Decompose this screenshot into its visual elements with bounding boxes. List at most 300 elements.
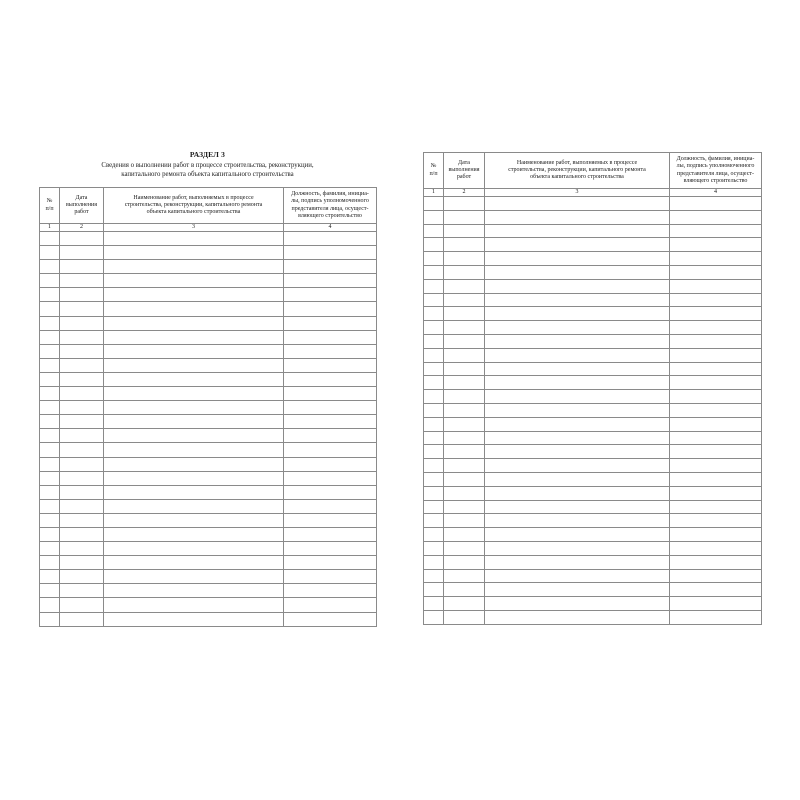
empty-cell <box>444 417 485 431</box>
empty-cell <box>40 485 60 499</box>
empty-cell <box>104 302 284 316</box>
empty-cell <box>670 459 762 473</box>
empty-cell <box>424 224 444 238</box>
empty-cell <box>104 232 284 246</box>
empty-cell <box>40 330 60 344</box>
empty-cell <box>40 260 60 274</box>
empty-cell <box>444 321 485 335</box>
col-header-date <box>60 188 104 224</box>
empty-cell <box>40 316 60 330</box>
empty-cell <box>424 348 444 362</box>
empty-cell <box>284 358 377 372</box>
page-subtitle-line: капитального ремонта объекта капитального строительства <box>121 171 294 179</box>
empty-cell <box>104 316 284 330</box>
empty-cell <box>444 431 485 445</box>
empty-cell <box>485 459 670 473</box>
empty-cell <box>485 610 670 624</box>
empty-cell <box>424 362 444 376</box>
table-row <box>424 431 762 445</box>
empty-cell <box>284 387 377 401</box>
table-row <box>40 330 377 344</box>
empty-cell <box>284 499 377 513</box>
empty-cell <box>284 471 377 485</box>
empty-cell <box>670 265 762 279</box>
empty-cell <box>104 358 284 372</box>
empty-cell <box>60 556 104 570</box>
empty-cell <box>670 252 762 266</box>
empty-cell <box>60 372 104 386</box>
empty-cell <box>60 401 104 415</box>
table-row <box>40 274 377 288</box>
empty-cell <box>284 288 377 302</box>
empty-cell <box>670 583 762 597</box>
header-line: п/п <box>45 205 54 212</box>
header-line: Должность, фамилия, инициа- <box>676 155 755 162</box>
column-number: 2 <box>60 224 104 232</box>
empty-cell <box>40 499 60 513</box>
table-row <box>40 584 377 598</box>
empty-cell <box>284 232 377 246</box>
empty-cell <box>670 514 762 528</box>
empty-cell <box>60 316 104 330</box>
empty-cell <box>670 569 762 583</box>
header-line: вляющего строительство <box>683 177 748 184</box>
header-line: лы, подпись уполномоченного <box>291 198 369 205</box>
empty-cell <box>444 376 485 390</box>
empty-cell <box>424 486 444 500</box>
empty-cell <box>444 500 485 514</box>
empty-cell <box>40 344 60 358</box>
empty-cell <box>485 279 670 293</box>
table-row <box>424 597 762 611</box>
table-row <box>40 457 377 471</box>
empty-cell <box>485 348 670 362</box>
empty-cell <box>670 472 762 486</box>
empty-cell <box>444 348 485 362</box>
table-row <box>424 321 762 335</box>
table-header-row <box>424 153 762 189</box>
empty-cell <box>424 334 444 348</box>
empty-cell <box>424 390 444 404</box>
table-row <box>424 569 762 583</box>
empty-cell <box>40 429 60 443</box>
table-row <box>40 344 377 358</box>
empty-cell <box>284 542 377 556</box>
empty-cell <box>424 610 444 624</box>
empty-cell <box>104 330 284 344</box>
empty-cell <box>670 238 762 252</box>
table-row <box>40 246 377 260</box>
empty-cell <box>424 403 444 417</box>
empty-cell <box>670 197 762 211</box>
empty-cell <box>424 597 444 611</box>
table-row <box>40 598 377 612</box>
empty-cell <box>424 500 444 514</box>
empty-cell <box>40 457 60 471</box>
table-row <box>40 372 377 386</box>
table-row <box>40 570 377 584</box>
table-body <box>424 197 762 625</box>
empty-cell <box>60 246 104 260</box>
header-line: объекта капитального строительства <box>146 209 241 216</box>
header-line: выполнения <box>448 166 480 173</box>
empty-cell <box>60 457 104 471</box>
header-line: № <box>46 198 53 205</box>
empty-cell <box>284 570 377 584</box>
empty-cell <box>104 556 284 570</box>
header-line: представителя лица, осущест- <box>291 205 369 212</box>
empty-cell <box>104 246 284 260</box>
empty-cell <box>104 527 284 541</box>
empty-cell <box>284 612 377 626</box>
header-line: № <box>430 163 437 170</box>
header-line: вляющего строительство <box>298 212 362 219</box>
empty-cell <box>670 362 762 376</box>
empty-cell <box>444 307 485 321</box>
empty-cell <box>424 514 444 528</box>
empty-cell <box>40 302 60 316</box>
page-subtitle-line: Сведения о выполнении работ в процессе строительства, реконструкции, <box>101 162 314 169</box>
empty-cell <box>104 598 284 612</box>
empty-cell <box>104 288 284 302</box>
empty-cell <box>485 334 670 348</box>
empty-cell <box>104 485 284 499</box>
column-number: 3 <box>485 189 670 197</box>
table-row <box>424 252 762 266</box>
empty-cell <box>40 387 60 401</box>
table-row <box>40 612 377 626</box>
empty-cell <box>40 471 60 485</box>
empty-cell <box>104 260 284 274</box>
empty-cell <box>40 415 60 429</box>
empty-cell <box>284 598 377 612</box>
empty-cell <box>60 443 104 457</box>
empty-cell <box>40 288 60 302</box>
empty-cell <box>444 390 485 404</box>
empty-cell <box>444 403 485 417</box>
empty-cell <box>485 514 670 528</box>
empty-cell <box>284 556 377 570</box>
empty-cell <box>670 307 762 321</box>
table-header-row <box>40 188 377 224</box>
empty-cell <box>284 584 377 598</box>
column-numbers-row <box>424 189 762 197</box>
header-line: представителя лица, осущест- <box>677 170 754 177</box>
table-row <box>424 348 762 362</box>
empty-cell <box>40 274 60 288</box>
empty-cell <box>670 555 762 569</box>
empty-cell <box>670 390 762 404</box>
empty-cell <box>284 415 377 429</box>
empty-cell <box>424 445 444 459</box>
table-row <box>40 443 377 457</box>
empty-cell <box>284 260 377 274</box>
table-row <box>424 265 762 279</box>
empty-cell <box>485 252 670 266</box>
empty-cell <box>485 403 670 417</box>
empty-cell <box>444 445 485 459</box>
empty-cell <box>670 431 762 445</box>
empty-cell <box>60 358 104 372</box>
table-row <box>424 486 762 500</box>
empty-cell <box>444 293 485 307</box>
column-number: 2 <box>444 189 485 197</box>
empty-cell <box>424 279 444 293</box>
table-row <box>424 238 762 252</box>
empty-cell <box>424 472 444 486</box>
empty-cell <box>60 499 104 513</box>
empty-cell <box>444 610 485 624</box>
empty-cell <box>424 555 444 569</box>
empty-cell <box>670 528 762 542</box>
empty-cell <box>444 569 485 583</box>
header-line: Наименование работ, выполняемых в процессе <box>516 159 638 166</box>
empty-cell <box>670 348 762 362</box>
empty-cell <box>670 541 762 555</box>
empty-cell <box>40 358 60 372</box>
empty-cell <box>284 344 377 358</box>
empty-cell <box>670 486 762 500</box>
empty-cell <box>104 443 284 457</box>
empty-cell <box>40 584 60 598</box>
header-line: Наименование работ, выполняемых в процессе <box>133 194 254 201</box>
header-line: выполнения <box>65 201 98 208</box>
empty-cell <box>444 210 485 224</box>
table-row <box>424 541 762 555</box>
empty-cell <box>444 597 485 611</box>
table-row <box>40 358 377 372</box>
empty-cell <box>104 542 284 556</box>
header-line: объекта капитального строительства <box>530 174 624 181</box>
empty-cell <box>670 445 762 459</box>
empty-cell <box>485 238 670 252</box>
col-header-number <box>40 188 60 224</box>
empty-cell <box>284 274 377 288</box>
empty-cell <box>424 307 444 321</box>
table-row <box>424 362 762 376</box>
empty-cell <box>424 583 444 597</box>
column-number: 1 <box>424 189 444 197</box>
column-number: 1 <box>40 224 60 232</box>
empty-cell <box>485 362 670 376</box>
page-title: РАЗДЕЛ 3 <box>189 150 226 159</box>
col-header-number <box>424 153 444 189</box>
table-body <box>40 232 377 627</box>
empty-cell <box>40 556 60 570</box>
header-line: работ <box>74 209 89 216</box>
header-line: лы, подпись уполномоченного <box>676 163 755 170</box>
empty-cell <box>485 569 670 583</box>
empty-cell <box>424 197 444 211</box>
empty-cell <box>60 330 104 344</box>
table-row <box>40 499 377 513</box>
empty-cell <box>670 500 762 514</box>
empty-cell <box>60 429 104 443</box>
empty-cell <box>485 293 670 307</box>
empty-cell <box>104 344 284 358</box>
empty-cell <box>444 459 485 473</box>
empty-cell <box>485 417 670 431</box>
empty-cell <box>444 238 485 252</box>
table-row <box>40 415 377 429</box>
empty-cell <box>485 224 670 238</box>
column-number: 4 <box>284 224 377 232</box>
column-number: 3 <box>104 224 284 232</box>
header-line: Должность, фамилия, инициа- <box>291 190 369 197</box>
empty-cell <box>60 598 104 612</box>
table-row <box>424 210 762 224</box>
table-row <box>424 334 762 348</box>
empty-cell <box>104 499 284 513</box>
empty-cell <box>444 265 485 279</box>
empty-cell <box>485 583 670 597</box>
empty-cell <box>60 274 104 288</box>
empty-cell <box>485 390 670 404</box>
empty-cell <box>60 542 104 556</box>
empty-cell <box>40 570 60 584</box>
table-row <box>424 445 762 459</box>
empty-cell <box>485 307 670 321</box>
header-line: строительства, реконструкции, капитального ремонта <box>124 201 263 208</box>
table-row <box>40 542 377 556</box>
empty-cell <box>104 429 284 443</box>
empty-cell <box>444 252 485 266</box>
col-header-works <box>104 188 284 224</box>
empty-cell <box>60 387 104 401</box>
empty-cell <box>444 528 485 542</box>
empty-cell <box>104 513 284 527</box>
empty-cell <box>485 500 670 514</box>
col-header-official <box>284 188 377 224</box>
table-row <box>40 429 377 443</box>
header-line: строительства, реконструкции, капитального ремонта <box>508 166 646 173</box>
empty-cell <box>424 321 444 335</box>
empty-cell <box>284 443 377 457</box>
empty-cell <box>424 252 444 266</box>
table-row <box>40 260 377 274</box>
empty-cell <box>284 316 377 330</box>
works-table-right <box>423 152 762 625</box>
empty-cell <box>444 486 485 500</box>
empty-cell <box>40 513 60 527</box>
empty-cell <box>444 334 485 348</box>
table-row <box>40 316 377 330</box>
empty-cell <box>670 610 762 624</box>
empty-cell <box>60 344 104 358</box>
empty-cell <box>104 274 284 288</box>
empty-cell <box>104 570 284 584</box>
empty-cell <box>40 527 60 541</box>
empty-cell <box>485 528 670 542</box>
empty-cell <box>670 224 762 238</box>
empty-cell <box>424 376 444 390</box>
empty-cell <box>40 542 60 556</box>
works-table-left <box>39 187 377 627</box>
empty-cell <box>444 541 485 555</box>
empty-cell <box>444 555 485 569</box>
empty-cell <box>424 528 444 542</box>
empty-cell <box>60 485 104 499</box>
empty-cell <box>284 527 377 541</box>
empty-cell <box>485 445 670 459</box>
header-line: п/п <box>429 170 438 177</box>
table-row <box>424 197 762 211</box>
page-subtitle <box>9 161 406 180</box>
empty-cell <box>104 372 284 386</box>
empty-cell <box>670 321 762 335</box>
empty-cell <box>284 330 377 344</box>
table-row <box>424 500 762 514</box>
empty-cell <box>40 372 60 386</box>
empty-cell <box>424 431 444 445</box>
table-row <box>40 556 377 570</box>
header-line: Дата <box>75 194 88 201</box>
empty-cell <box>485 486 670 500</box>
header-line: Дата <box>458 159 470 166</box>
empty-cell <box>444 224 485 238</box>
empty-cell <box>485 555 670 569</box>
empty-cell <box>485 472 670 486</box>
empty-cell <box>284 457 377 471</box>
empty-cell <box>444 279 485 293</box>
table-row <box>424 459 762 473</box>
empty-cell <box>424 541 444 555</box>
col-header-date <box>444 153 485 189</box>
column-numbers-row <box>40 224 377 232</box>
table-row <box>424 403 762 417</box>
empty-cell <box>104 401 284 415</box>
empty-cell <box>60 584 104 598</box>
table-row <box>40 471 377 485</box>
empty-cell <box>485 541 670 555</box>
table-row <box>424 307 762 321</box>
empty-cell <box>60 513 104 527</box>
empty-cell <box>40 232 60 246</box>
empty-cell <box>40 598 60 612</box>
empty-cell <box>485 376 670 390</box>
empty-cell <box>670 376 762 390</box>
table-row <box>424 279 762 293</box>
header-line: работ <box>456 174 472 181</box>
empty-cell <box>40 401 60 415</box>
empty-cell <box>284 302 377 316</box>
table-row <box>40 302 377 316</box>
empty-cell <box>444 514 485 528</box>
empty-cell <box>424 417 444 431</box>
empty-cell <box>104 387 284 401</box>
empty-cell <box>104 471 284 485</box>
empty-cell <box>284 372 377 386</box>
empty-cell <box>60 527 104 541</box>
empty-cell <box>670 279 762 293</box>
table-row <box>424 293 762 307</box>
empty-cell <box>104 457 284 471</box>
table-row <box>424 472 762 486</box>
table-row <box>40 527 377 541</box>
table-row <box>424 514 762 528</box>
empty-cell <box>444 197 485 211</box>
empty-cell <box>424 293 444 307</box>
empty-cell <box>424 238 444 252</box>
empty-cell <box>60 415 104 429</box>
empty-cell <box>284 429 377 443</box>
empty-cell <box>670 334 762 348</box>
empty-cell <box>60 302 104 316</box>
empty-cell <box>60 260 104 274</box>
empty-cell <box>485 597 670 611</box>
empty-cell <box>40 443 60 457</box>
empty-cell <box>60 612 104 626</box>
